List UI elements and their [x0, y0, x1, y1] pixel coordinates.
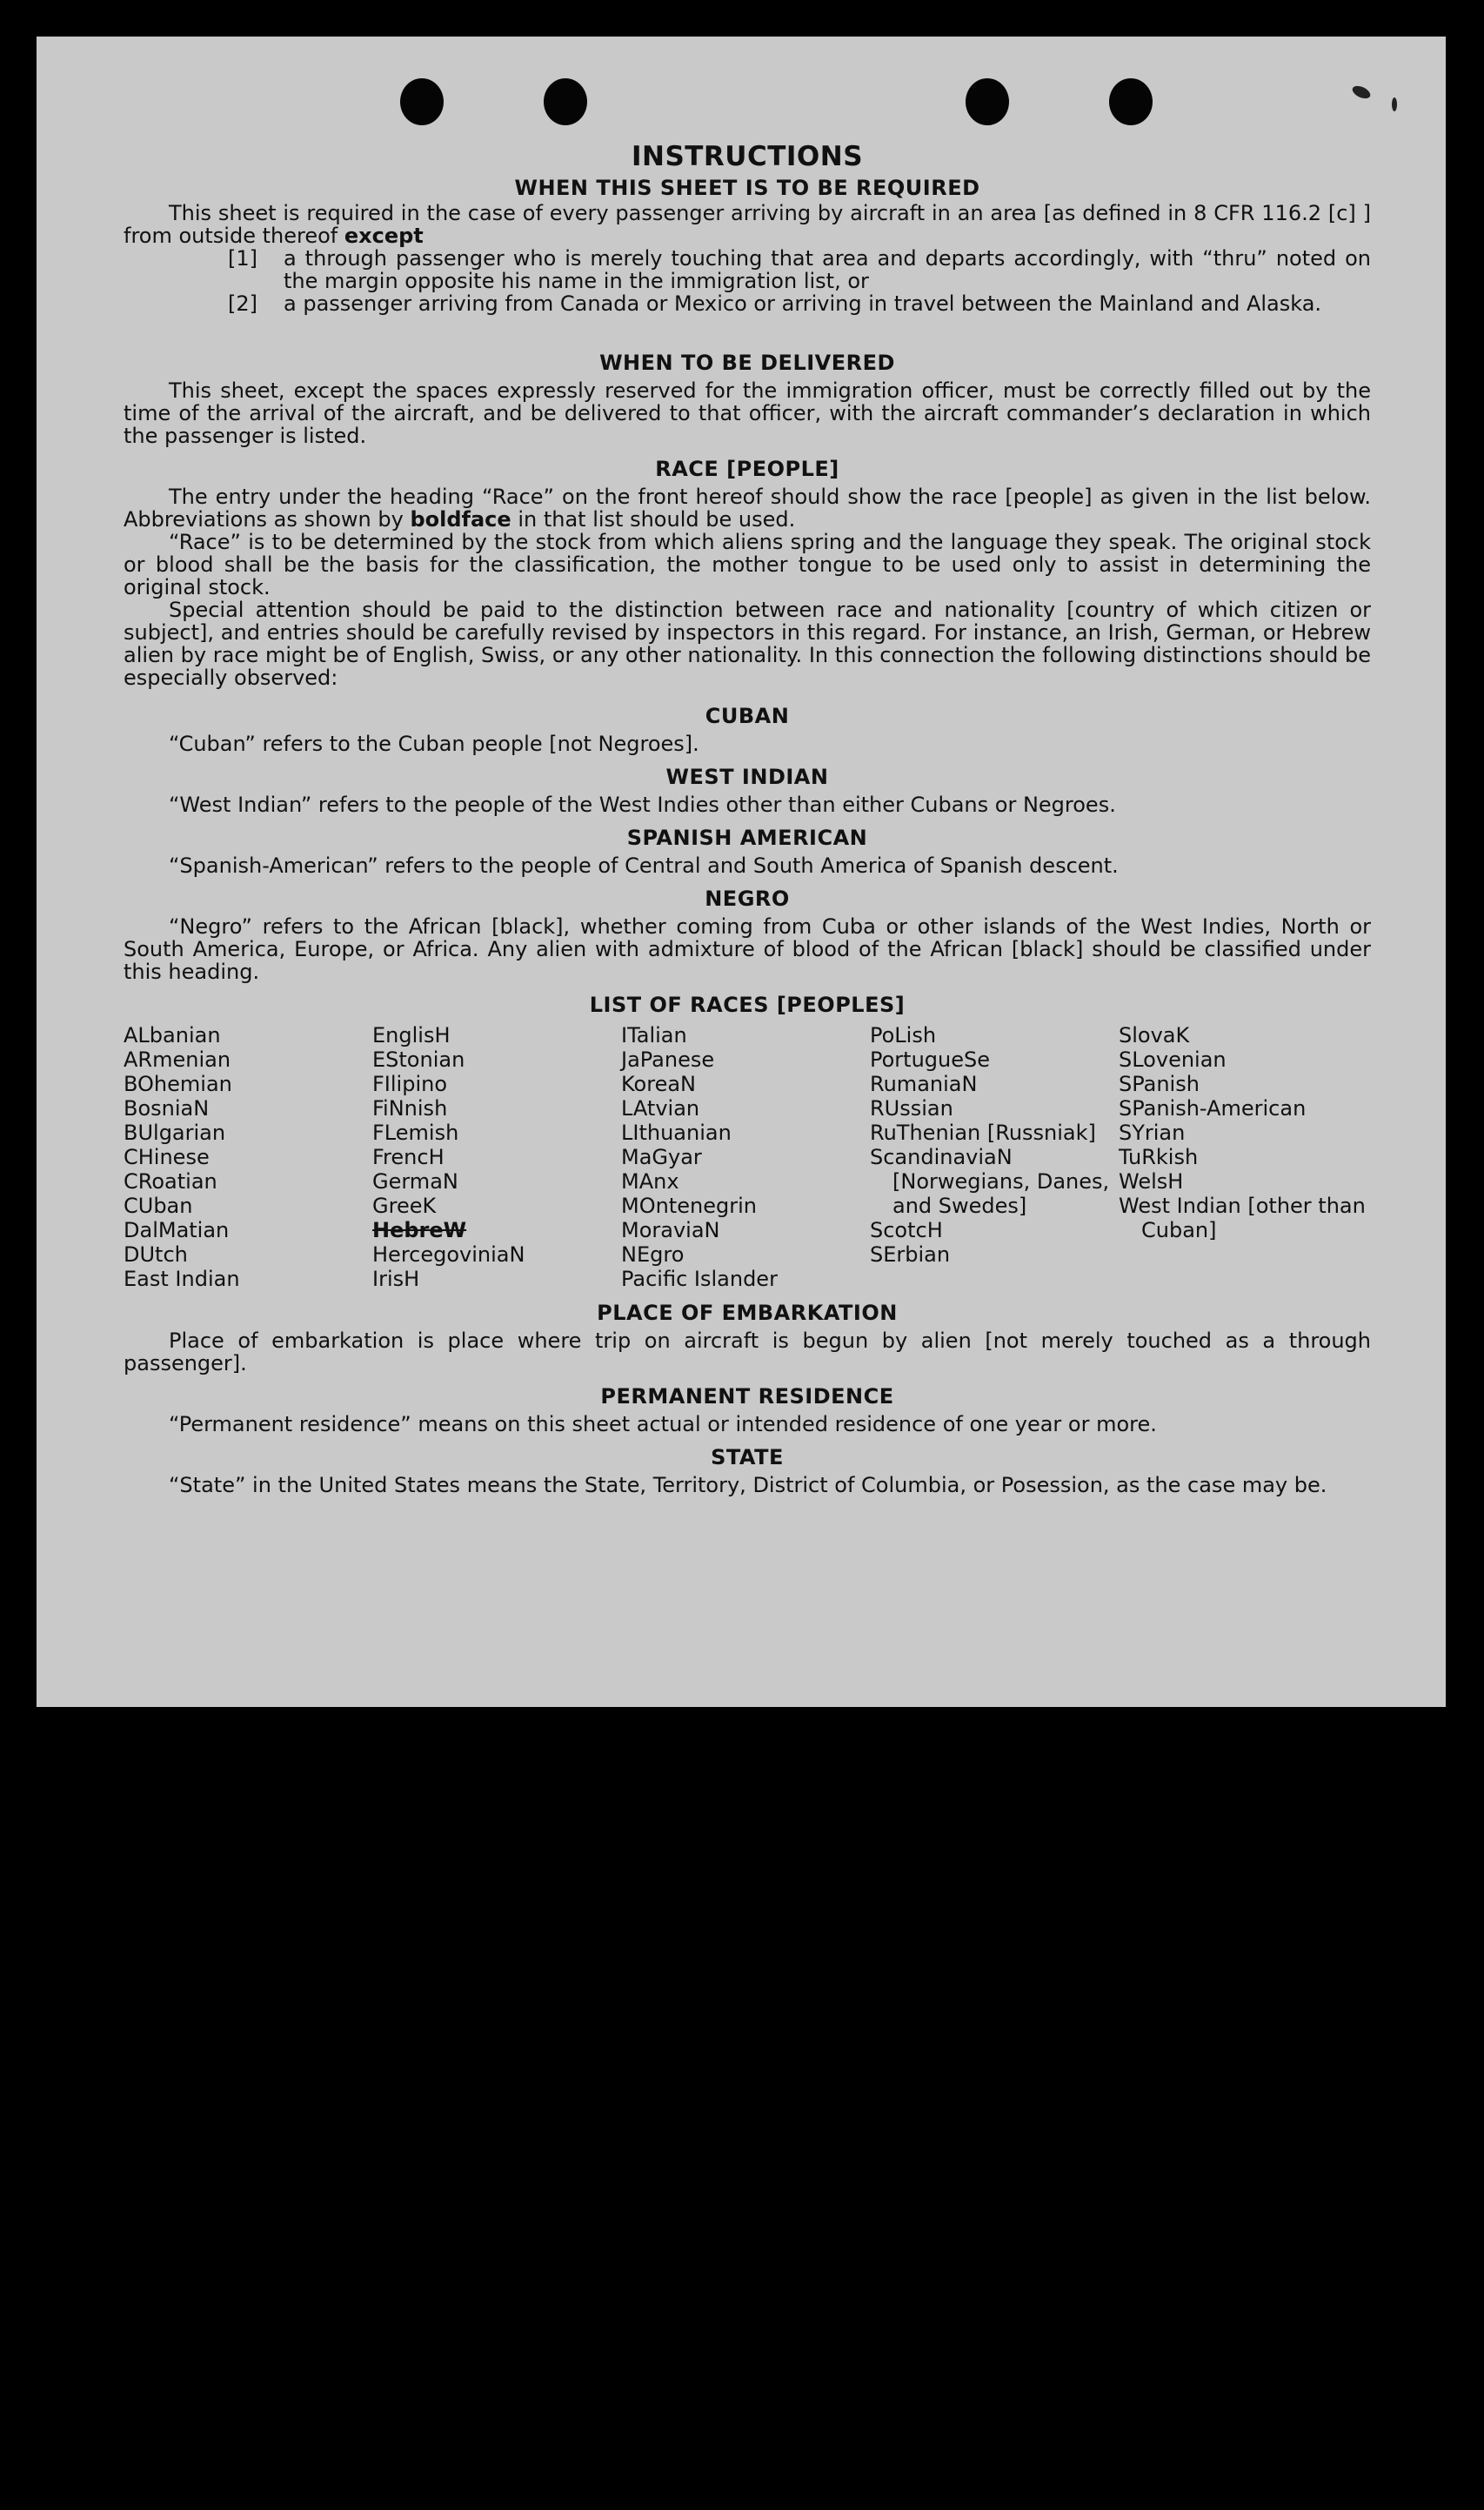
race-item: GreeK: [372, 1194, 437, 1218]
race-p1-text: The entry under the heading “Race” on the front hereof should show the race [people] as given in the list below. Abbreviations as shown by: [124, 485, 1371, 532]
race-item: JaPanese: [621, 1048, 715, 1072]
races-column: [621, 1023, 870, 1291]
race-item: MaGyar: [621, 1145, 702, 1169]
race-item: West Indian [other than Cuban]: [1119, 1194, 1366, 1242]
item-number: [2]: [228, 291, 257, 316]
section-heading-embarkation: PLACE OF EMBARKATION: [597, 1301, 898, 1325]
section-heading-state: STATE: [711, 1445, 784, 1469]
item-text: a through passenger who is merely touching that area and departs accordingly, with “thru” noted on the margin opposite his name in the immigration list, or: [284, 246, 1371, 293]
race-item: ScotcH: [870, 1218, 943, 1242]
race-item: ARmenian: [124, 1048, 231, 1072]
race-item: SlovaK: [1119, 1023, 1190, 1048]
state-text: “State” in the United States means the State, Territory, District of Columbia, or Posession, as the case may be.: [169, 1473, 1327, 1497]
section-heading-delivered: WHEN TO BE DELIVERED: [599, 351, 895, 375]
race-item: MoraviaN: [621, 1218, 720, 1242]
race-paragraph-1: [124, 485, 1371, 531]
race-item: HercegoviniaN: [372, 1242, 525, 1267]
race-item: FIlipino: [372, 1072, 448, 1096]
race-item: TuRkish: [1119, 1145, 1199, 1169]
race-item: CHinese: [124, 1145, 210, 1169]
race-item: FLemish: [372, 1121, 459, 1145]
punch-hole: [966, 78, 1009, 125]
embarkation-text: Place of embarkation is place where trip on aircraft is begun by alien [not merely touched as a through passenger].: [124, 1329, 1371, 1375]
race-item: MAnx: [621, 1169, 679, 1194]
races-column: [870, 1023, 1119, 1291]
race-item: SYrian: [1119, 1121, 1186, 1145]
race-item: EnglisH: [372, 1023, 451, 1048]
punch-hole: [400, 78, 444, 125]
race-item: Pacific Islander: [621, 1267, 778, 1291]
race-item: HebreW: [372, 1218, 467, 1242]
race-item: SPanish: [1119, 1072, 1200, 1096]
item-text: a passenger arriving from Canada or Mexico or arriving in travel between the Mainland and Alaska.: [284, 291, 1322, 316]
races-column: [372, 1023, 621, 1291]
punch-hole: [544, 78, 587, 125]
race-item: BOhemian: [124, 1072, 232, 1096]
race-paragraph-2: “Race” is to be determined by the stock from which aliens spring and the language they speak. The original stock or blood shall be the basis for the classification, the mother tongue to be used only to assist in determining the original stock.: [124, 530, 1371, 599]
section-heading-residence: PERMANENT RESIDENCE: [600, 1384, 894, 1409]
race-item: CRoatian: [124, 1169, 217, 1194]
required-item-2: [124, 292, 1371, 315]
required-intro: [124, 202, 1371, 247]
race-item: FiNnish: [372, 1096, 448, 1121]
race-item: FrencH: [372, 1145, 445, 1169]
race-item: PoLish: [870, 1023, 937, 1048]
race-item: SLovenian: [1119, 1048, 1227, 1072]
race-item: LIthuanian: [621, 1121, 732, 1145]
race-p1-bold: boldface: [410, 507, 511, 532]
race-p1-text-end: in that list should be used.: [518, 507, 796, 532]
cuban-text: “Cuban” refers to the Cuban people [not Negroes].: [169, 732, 699, 756]
item-number: [1]: [228, 246, 257, 271]
race-item: SPanish-American: [1119, 1096, 1307, 1121]
race-item: IrisH: [372, 1267, 420, 1291]
race-item: BosniaN: [124, 1096, 210, 1121]
race-item: KoreaN: [621, 1072, 696, 1096]
race-item: EStonian: [372, 1048, 465, 1072]
race-item: ScandinaviaN [Norwegians, Danes, and Swedes]: [870, 1145, 1110, 1218]
west-indian-text: “West Indian” refers to the people of the West Indies other than either Cubans or Negroes.: [169, 793, 1116, 817]
race-item: RumaniaN: [870, 1072, 978, 1096]
section-heading-cuban: CUBAN: [705, 704, 790, 728]
residence-text: “Permanent residence” means on this sheet actual or intended residence of one year or more.: [169, 1412, 1157, 1436]
instructions-body: [124, 139, 1371, 1496]
section-heading-races-list: LIST OF RACES [PEOPLES]: [589, 993, 906, 1017]
race-item: MOntenegrin: [621, 1194, 757, 1218]
delivered-text: This sheet, except the spaces expressly reserved for the immigration officer, must be correctly filled out by the time of the arrival of the aircraft, and be delivered to that officer, with the aircraft commander’s declaration in which the passenger is listed.: [124, 378, 1371, 448]
race-item: SErbian: [870, 1242, 951, 1267]
race-item: East Indian: [124, 1267, 240, 1291]
races-column: [124, 1023, 372, 1291]
section-heading-race: RACE [PEOPLE]: [655, 457, 839, 481]
section-heading-west-indian: WEST INDIAN: [665, 765, 829, 789]
race-item: DUtch: [124, 1242, 188, 1267]
race-item: LAtvian: [621, 1096, 700, 1121]
race-item: BUlgarian: [124, 1121, 226, 1145]
scan-speck: [1350, 84, 1372, 101]
section-heading-required: WHEN THIS SHEET IS TO BE REQUIRED: [514, 176, 980, 200]
section-heading-spanish-american: SPANISH AMERICAN: [626, 826, 868, 850]
document-page: [37, 37, 1446, 1707]
race-item: WelsH: [1119, 1169, 1184, 1194]
scan-speck: [1392, 97, 1397, 111]
required-intro-bold: except: [344, 224, 424, 248]
race-item: PortugueSe: [870, 1048, 990, 1072]
race-item: RUssian: [870, 1096, 953, 1121]
race-item: RuThenian [Russniak]: [870, 1121, 1096, 1145]
race-paragraph-3: Special attention should be paid to the distinction between race and nationality [country of which citizen or subject], and entries should be carefully revised by inspectors in this regard. For instance, an Irish, German, or Hebrew alien by race might be of English, Swiss, or any other nationality. In this connection the following distinctions should be especially observed:: [124, 598, 1371, 690]
spanish-american-text: “Spanish-American” refers to the people of Central and South America of Spanish descent.: [169, 853, 1119, 878]
page-title: INSTRUCTIONS: [631, 141, 864, 172]
race-item: GermaN: [372, 1169, 458, 1194]
races-column: [1119, 1023, 1367, 1291]
race-item: NEgro: [621, 1242, 685, 1267]
races-list: [124, 1023, 1371, 1291]
race-item: DalMatian: [124, 1218, 230, 1242]
race-item: ALbanian: [124, 1023, 221, 1048]
section-heading-negro: NEGRO: [705, 887, 790, 911]
required-item-1: [124, 247, 1371, 292]
race-item: CUban: [124, 1194, 193, 1218]
required-intro-text: This sheet is required in the case of every passenger arriving by aircraft in an area [as defined in 8 CFR 116.2 [c] ] from outside thereof: [124, 201, 1371, 248]
race-item: ITalian: [621, 1023, 687, 1048]
negro-text: “Negro” refers to the African [black], whether coming from Cuba or other islands of the West Indies, North or South America, Europe, or Africa. Any alien with admixture of blood of the African [black] should be classified under this heading.: [124, 914, 1371, 984]
punch-hole: [1109, 78, 1153, 125]
